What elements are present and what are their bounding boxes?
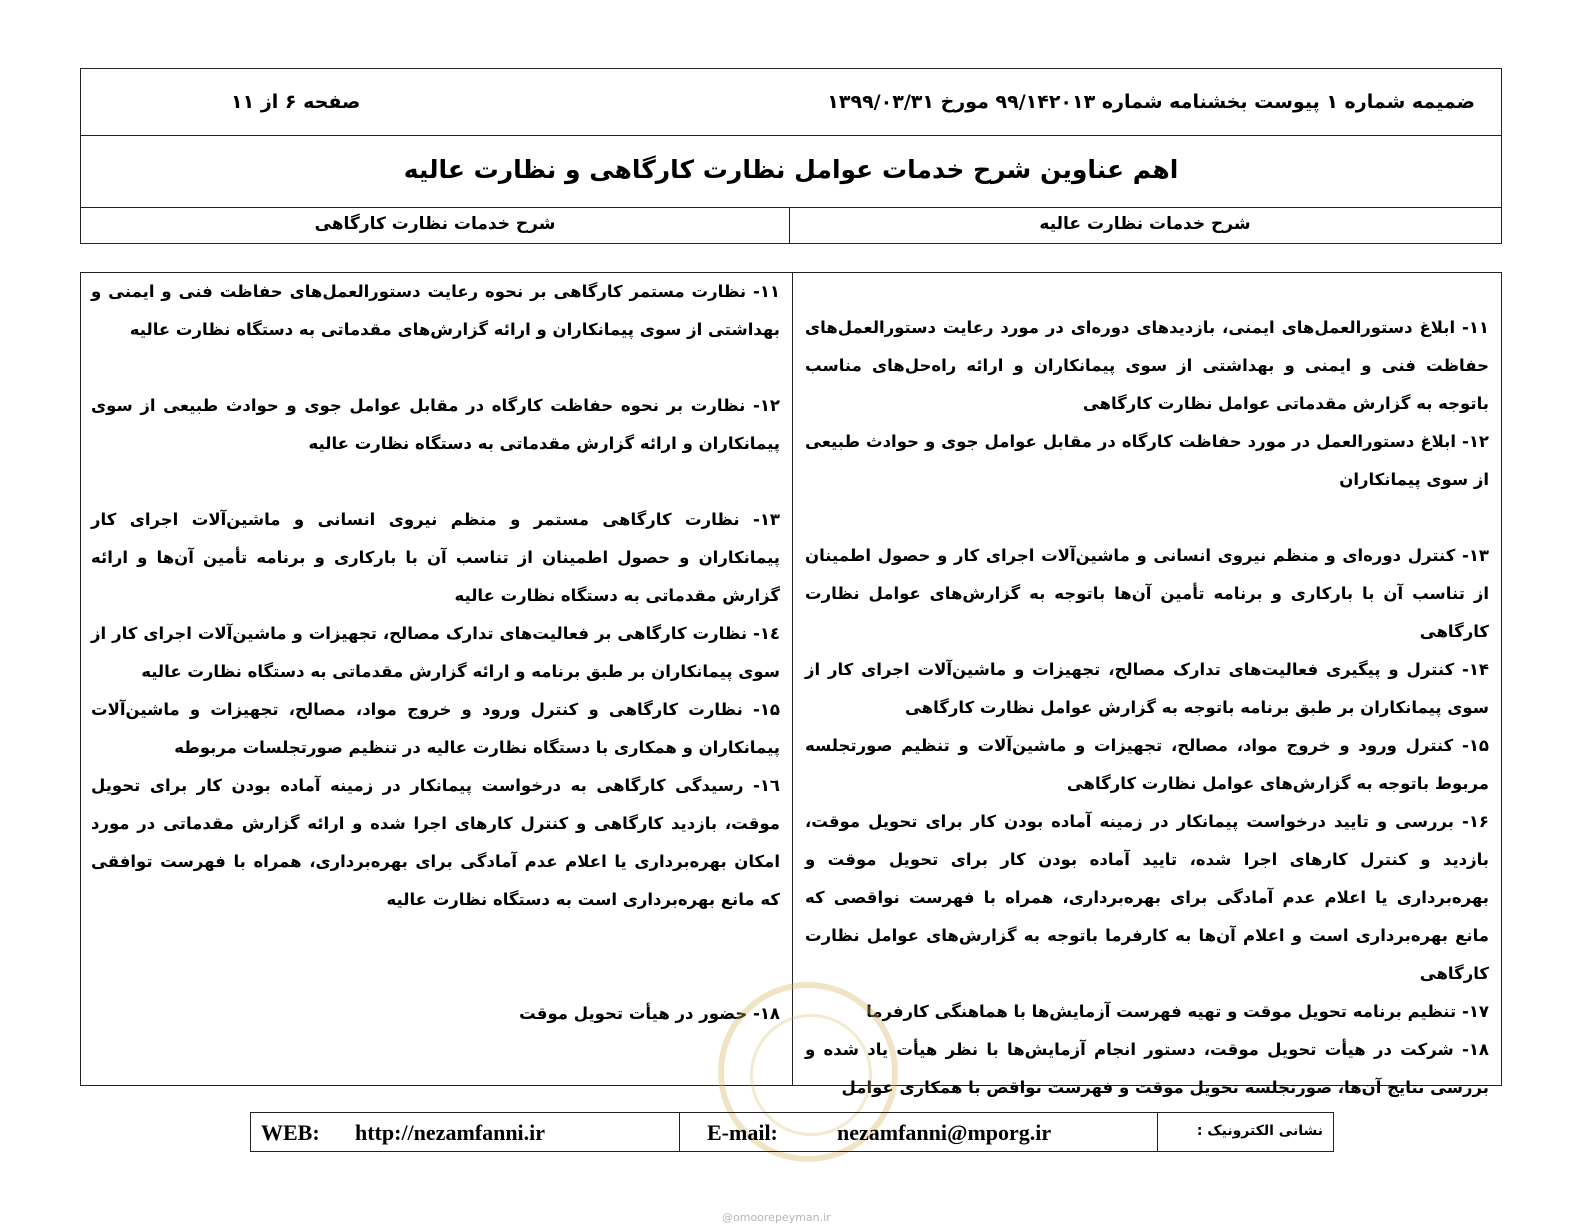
supreme-supervision-column <box>791 273 1501 1097</box>
web-label: WEB: <box>261 1120 320 1145</box>
list-item: ۱۳- کنترل دوره‌ای و منظم نیروی انسانی و ماشین‌آلات اجرای کار و حصول اطمینان از تناسب آن با بارکاری و برنامه تأمین آن‌ها باتوجه به گزارش‌های عوامل نظارت کارگاهی <box>805 546 1489 641</box>
site-credit: @omoorepeyman.ir <box>722 1211 831 1224</box>
list-item: ۱٦- رسیدگی کارگاهی به درخواست پیمانکار در زمینه آماده بودن کار برای تحویل موقت، بازدید کارگاهی و کنترل کارهای اجرا شده و ارائه گزارش مقدماتی در مورد امکان بهره‌برداری یا اعلام عدم آمادگی برای بهره‌برداری، همراه با فهرست توافقی که مانع بهره‌برداری است به دستگاه نظارت عالیه <box>91 776 780 909</box>
list-item: ۱۱- نظارت مستمر کارگاهی بر نحوه رعایت دستورالعمل‌های حفاظت فنی و ایمنی و بهداشتی از سوی پیمانکاران و ارائه گزارش‌های مقدماتی به دستگاه نظارت عالیه <box>91 282 780 339</box>
column-divider <box>789 207 790 243</box>
list-item: ۱۱- ابلاغ دستورالعمل‌های ایمنی، بازدیدهای دوره‌ای در مورد رعایت دستورالعمل‌های حفاظت فنی و ایمنی و بهداشتی از سوی پیمانکاران و ارائه راه‌حل‌های مناسب باتوجه به گزارش مقدماتی عوامل نظارت کارگاهی <box>805 318 1489 413</box>
list-item: ۱٤- نظارت کارگاهی بر فعالیت‌های تدارک مصالح، تجهیزات و ماشین‌آلات اجرای کار از سوی پیمانکاران بر طبق برنامه و ارائه گزارش مقدماتی به دستگاه نظارت عالیه <box>91 624 780 681</box>
list-item: ۱۳- نظارت کارگاهی مستمر و منظم نیروی انسانی و ماشین‌آلات اجرای کار پیمانکاران و حصول اطمینان از تناسب آن با بارکاری و برنامه تأمین آن‌ها و ارائه گزارش مقدماتی به دستگاه نظارت عالیه <box>91 510 780 605</box>
footer-divider <box>679 1113 680 1151</box>
list-item: ۱۴- کنترل و پیگیری فعالیت‌های تدارک مصالح، تجهیزات و ماشین‌آلات اجرای کار از سوی پیمانکاران بر طبق برنامه باتوجه به گزارش عوامل نظارت کارگاهی <box>805 660 1489 717</box>
annex-reference: ضمیمه شماره ۱ پیوست بخشنامه شماره ۹۹/۱۴۲۰۱۳ مورخ ۱۳۹۹/۰۳/۳۱ <box>827 91 1475 113</box>
list-item: ۱۵- نظارت کارگاهی و کنترل ورود و خروج مواد، مصالح، تجهیزات و ماشین‌آلات پیمانکاران و همکاری با دستگاه نظارت عالیه در تنظیم صورتجلسات مربوطه <box>91 700 780 757</box>
email-label: E-mail: <box>707 1120 778 1145</box>
contact-footer <box>250 1112 1334 1152</box>
list-item: ۱۷- تنظیم برنامه تحویل موقت و تهیه فهرست آزمایش‌ها با هماهنگی کارفرما <box>866 1002 1489 1021</box>
list-item: ۱۶- بررسی و تایید درخواست پیمانکار در زمینه آماده بودن کار برای تحویل موقت، بازدید و کنترل کارهای اجرا شده، تایید آماده بودن کار برای تحویل موقت و بهره‌برداری یا اعلام عدم آمادگی برای بهره‌برداری، همراه با فهرست نواقصی که مانع بهره‌برداری است و اعلام آن‌ها به کارفرما باتوجه به گزارش‌های عوامل نظارت کارگاهی <box>805 812 1489 983</box>
list-item: ۱۲- ابلاغ دستورالعمل در مورد حفاظت کارگاه در مقابل عوامل جوی و حوادث طبیعی از سوی پیمانکاران <box>805 432 1489 489</box>
column-header-workshop: شرح خدمات نظارت کارگاهی <box>314 214 556 234</box>
workshop-supervision-column <box>81 273 793 1085</box>
page-number: صفحه ۶ از ۱۱ <box>231 91 361 113</box>
header-info-row <box>81 69 1501 136</box>
email-link[interactable]: nezamfanni@mporg.ir <box>837 1120 1052 1145</box>
list-item: ۱۸- شرکت در هیأت تحویل موقت، دستور انجام آزمایش‌ها با نظر هیأت یاد شده و بررسی نتایج آن‌ها، صورتجلسه تحویل موقت و فهرست نواقص با همکاری عوامل <box>805 1040 1489 1097</box>
document-header <box>80 68 1502 244</box>
column-headers-row <box>81 207 1501 243</box>
services-table <box>80 272 1502 1097</box>
title-row <box>81 135 1501 208</box>
list-item: ۱۸- حضور در هیأت تحویل موقت <box>519 1004 780 1023</box>
column-header-supreme: شرح خدمات نظارت عالیه <box>1039 214 1251 234</box>
page-title: اهم عناوین شرح خدمات عوامل نظارت کارگاهی و نظارت عالیه <box>403 155 1179 184</box>
web-link[interactable]: http://nezamfanni.ir <box>355 1120 546 1145</box>
email-label-persian: نشانی الکترونیک : <box>1196 1123 1323 1139</box>
list-item: ۱۲- نظارت بر نحوه حفاظت کارگاه در مقابل عوامل جوی و حوادث طبیعی از سوی پیمانکاران و ارائه گزارش مقدماتی به دستگاه نظارت عالیه <box>91 396 780 453</box>
list-item: ۱۵- کنترل ورود و خروج مواد، مصالح، تجهیزات و ماشین‌آلات و تنظیم صورتجلسه مربوط باتوجه به گزارش‌های عوامل نظارت کارگاهی <box>805 736 1489 793</box>
footer-divider <box>1157 1113 1158 1151</box>
